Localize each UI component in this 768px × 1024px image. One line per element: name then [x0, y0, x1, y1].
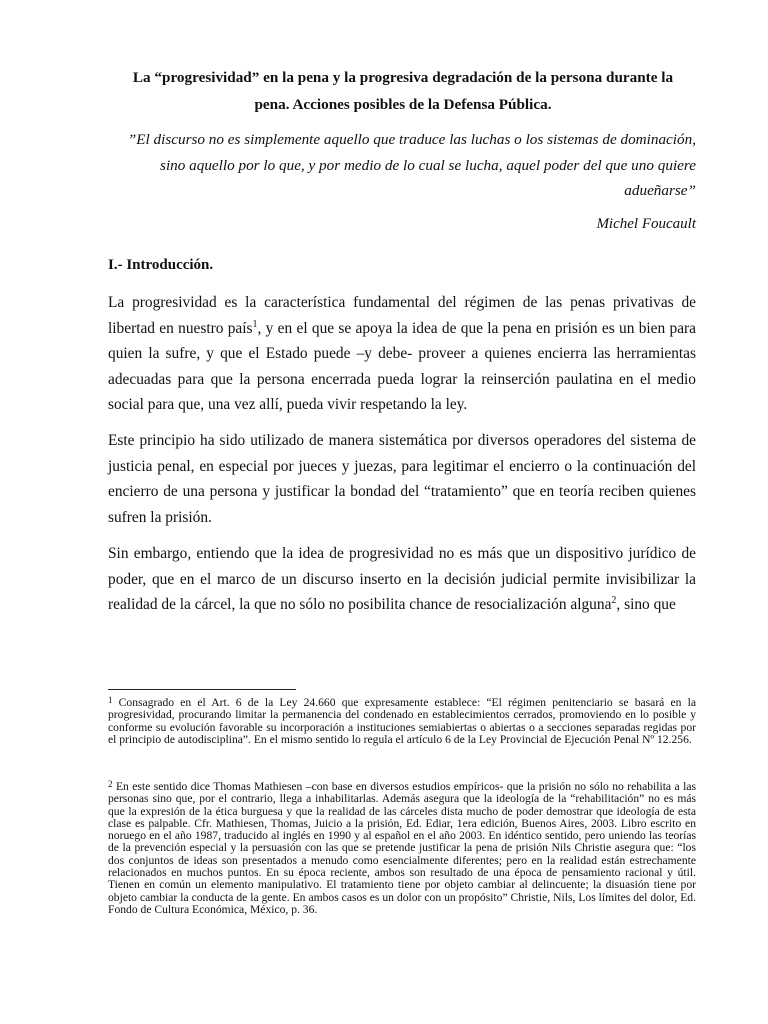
epigraph-author: Michel Foucault [596, 216, 696, 232]
paragraph-1-text-a: La progresividad es la característica fundamental del régimen de las penas privativas de libertad en nuestro país [108, 294, 696, 337]
footnote-1-number: 1 [108, 695, 113, 705]
paragraph-3-text-a: Sin embargo, entiendo que la idea de progresividad no es más que un dispositivo jurídico de poder, que en el marco de un discurso inserto en la decisión judicial permite invisibilizar la realidad de la cárcel, la que no sólo no posibilita chance de resocialización alguna [108, 545, 696, 614]
epigraph-quote: ”El discurso no es simplemente aquello que traduce las luchas o los sistemas de dominación, sino aquello por lo que, y por medio de lo cual se lucha, aquel poder del que uno quiere adueñarse” [127, 131, 696, 199]
section-heading: I.- Introducción. [108, 257, 214, 273]
footnote-2 [108, 781, 696, 916]
paragraph-1 [108, 290, 696, 418]
paragraph-3-text-b: , sino que [616, 596, 676, 614]
paragraph-3 [108, 541, 696, 618]
paragraph-2: Este principio ha sido utilizado de manera sistemática por diversos operadores del sistema de justicia penal, en especial por jueces y juezas, para legitimar el encierro o la continuación del encierro de una persona y justificar la bondad del “tratamiento” que en teoría reciben quienes sufren la prisión. [108, 432, 696, 526]
footnote-ref-1: 1 [252, 318, 258, 330]
footnote-1-text: Consagrado en el Art. 6 de la Ley 24.660 que expresamente establece: “El régimen penitenciario se basará en la progresividad, procurando limitar la permanencia del condenado en establecimientos cerrados, promoviendo en lo posible y conforme su evolución favorable su incorporación a instituciones semiabiertas o abiertas o a secciones separadas regidas por el principio de autodisciplina”. En el mismo sentido lo regula el artículo 6 de la Ley Provincial de Ejecución Penal Nº 12.256. [108, 696, 696, 746]
title-line-2: pena. Acciones posibles de la Defensa Pública. [254, 96, 552, 113]
footnote-ref-2: 2 [611, 595, 617, 607]
title-line-1: La “progresividad” en la pena y la progresiva degradación de la persona durante la [132, 69, 674, 86]
footnote-separator [108, 689, 296, 690]
document-title [108, 64, 698, 118]
footnote-2-text: En este sentido dice Thomas Mathiesen –con base en diversos estudios empíricos- que la prisión no sólo no rehabilita a las personas sino que, por el contrario, llega a inhabilitarlas. Además asegura que la ideología de la “rehabilitación” no es más que la expresión de la ética burguesa y que la realidad de las cárceles dista mucho de poder demostrar que ideología de esta clase es palpable. Cfr. Mathiesen, Thomas, Juicio a la prisión, Ed. Ediar, 1era edición, Buenos Aires, 2003. Libro escrito en noruego en el año 1987, traducido al inglés en 1990 y al español en el año 2003. En idéntico sentido, pero uniendo las teorías de la prevención especial y la persuasión con las que se pretende justificar la pena de prisión Nils Christie asegura que: “los dos conjuntos de ideas son presentados a menudo como esencialmente diferentes; pero en la realidad están estrechamente relacionados en muchos puntos. En su época reciente, ambos son resultado de una época de pensamiento racional y útil. Tienen en común un elemento manipulativo. El tratamiento tiene por objeto cambiar al delincuente; la disuasión tiene por objeto cambiar la conducta de la gente. En ambos casos es un dolor con un propósito” Christie, Nils, Los límites del dolor, Ed. Fondo de Cultura Económica, México, p. 36. [108, 780, 696, 916]
footnote-2-number: 2 [108, 779, 113, 789]
paragraph-1-text-b: , y en el que se apoya la idea de que la pena en prisión es un bien para quien la sufre, y que el Estado puede –y debe- proveer a quienes encierra las herramientas adecuadas para que la persona encerrada pueda lograr la reinserción paulatina en el medio social para que, una vez allí, pueda vivir respetando la ley. [108, 319, 696, 414]
footnote-1 [108, 697, 696, 746]
